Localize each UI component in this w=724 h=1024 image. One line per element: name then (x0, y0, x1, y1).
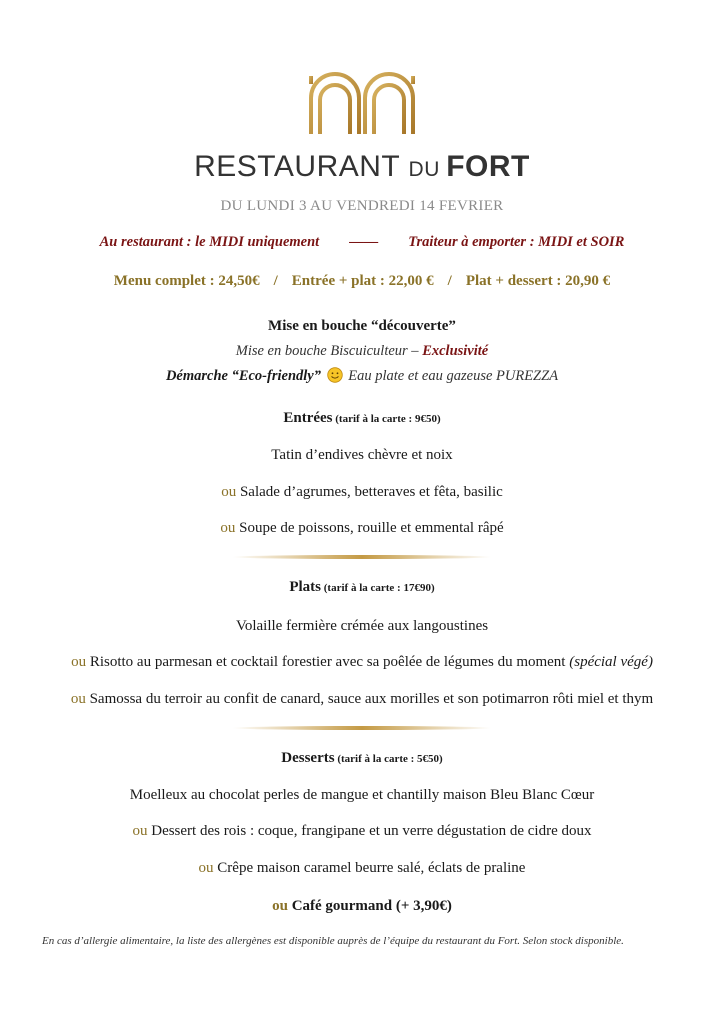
dish-name: Risotto au parmesan et cocktail forestier avec sa poêlée de légumes du moment (89, 654, 570, 670)
eco-friendly-label: Démarche “Eco-friendly” (165, 368, 321, 384)
price-separator: / (447, 273, 452, 289)
list-item (0, 787, 724, 804)
service-hours (0, 234, 724, 251)
dish-name: Volaille fermière crémée aux langoustines (235, 618, 489, 634)
list-item (0, 860, 724, 877)
dish-name: Soupe de poissons, rouille et emmental râpé (239, 520, 504, 536)
brand-main: RESTAURANT (194, 150, 409, 183)
list-item (0, 691, 724, 708)
dish-name: Crêpe maison caramel beurre salé, éclats de praline (217, 860, 526, 876)
ou-connector: ou (70, 691, 90, 707)
ou-connector: ou (221, 484, 240, 500)
smiley-face-icon (327, 367, 343, 383)
vege-label: (spécial végé) (569, 654, 653, 670)
dish-name: Moelleux au chocolat perles de mangue et chantilly maison Bleu Blanc Cœur (129, 787, 595, 803)
restaurant-logo (307, 66, 417, 136)
entrees-title: Entrées (283, 410, 333, 426)
ou-connector: ou (220, 520, 240, 536)
dish-name: Samossa du terroir au confit de canard, sauce aux morilles et son potimarron rôti miel et thym (89, 691, 654, 707)
plats-price-note: (tarif à la carte : 17€90) (321, 582, 435, 594)
exclusivite-label: Exclusivité (422, 343, 489, 359)
list-item (0, 654, 724, 671)
dish-name: Tatin d’endives chèvre et noix (271, 447, 453, 463)
desserts-heading (0, 749, 724, 767)
water-text: Eau plate et eau gazeuse PUREZZA (344, 368, 559, 384)
ou-connector: ou (132, 823, 152, 839)
dish-name: Salade d’agrumes, betteraves et fêta, basilic (239, 484, 503, 500)
cafe-gourmand-line (0, 898, 724, 915)
price-separator: / (273, 273, 278, 289)
amuse-bouche-text: Mise en bouche Biscuiculteur – (235, 343, 423, 359)
section-divider (232, 555, 492, 559)
dish-name: Dessert des rois : coque, frangipane et un verre dégustation de cidre doux (151, 823, 592, 839)
section-divider (232, 726, 492, 730)
price-menu-complet: Menu complet : 24,50€ (113, 273, 260, 289)
entrees-heading (0, 409, 724, 427)
list-item (0, 823, 724, 840)
price-entree-plat: Entrée + plat : 22,00 € (291, 273, 434, 289)
entrees-price-note: (tarif à la carte : 9€50) (332, 413, 441, 425)
amuse-bouche-title: Mise en bouche “découverte” (268, 318, 456, 334)
price-plat-dessert: Plat + dessert : 20,90 € (465, 273, 611, 289)
allergy-note: En cas d’allergie alimentaire, la liste des allergènes est disponible auprès de l’équipe du restaurant du Fort. Selon stock disponible. (42, 935, 624, 947)
plats-title: Plats (289, 579, 322, 595)
restaurant-name (0, 150, 724, 184)
menu-dates: DU LUNDI 3 AU VENDREDI 14 FEVRIER (220, 198, 504, 214)
cafe-gourmand: Café gourmand (+ 3,90€) (291, 898, 452, 914)
list-item (0, 520, 724, 537)
menu-prices (0, 273, 724, 290)
ou-connector: ou (198, 860, 218, 876)
service-separator: —— (349, 234, 379, 250)
traiteur-hours: Traiteur à emporter : MIDI et SOIR (408, 234, 625, 250)
amuse-bouche-line (0, 343, 724, 360)
list-item (0, 484, 724, 501)
list-item (0, 447, 724, 464)
ou-connector: ou (272, 898, 292, 914)
desserts-title: Desserts (281, 750, 335, 766)
brand-fort: FORT (446, 150, 530, 183)
list-item (0, 618, 724, 635)
plats-heading (0, 578, 724, 596)
restaurant-hours: Au restaurant : le MIDI uniquement (99, 234, 320, 250)
ou-connector: ou (71, 654, 90, 670)
eco-friendly-line (0, 367, 724, 385)
desserts-price-note: (tarif à la carte : 5€50) (334, 753, 443, 765)
brand-du: DU (408, 158, 447, 181)
